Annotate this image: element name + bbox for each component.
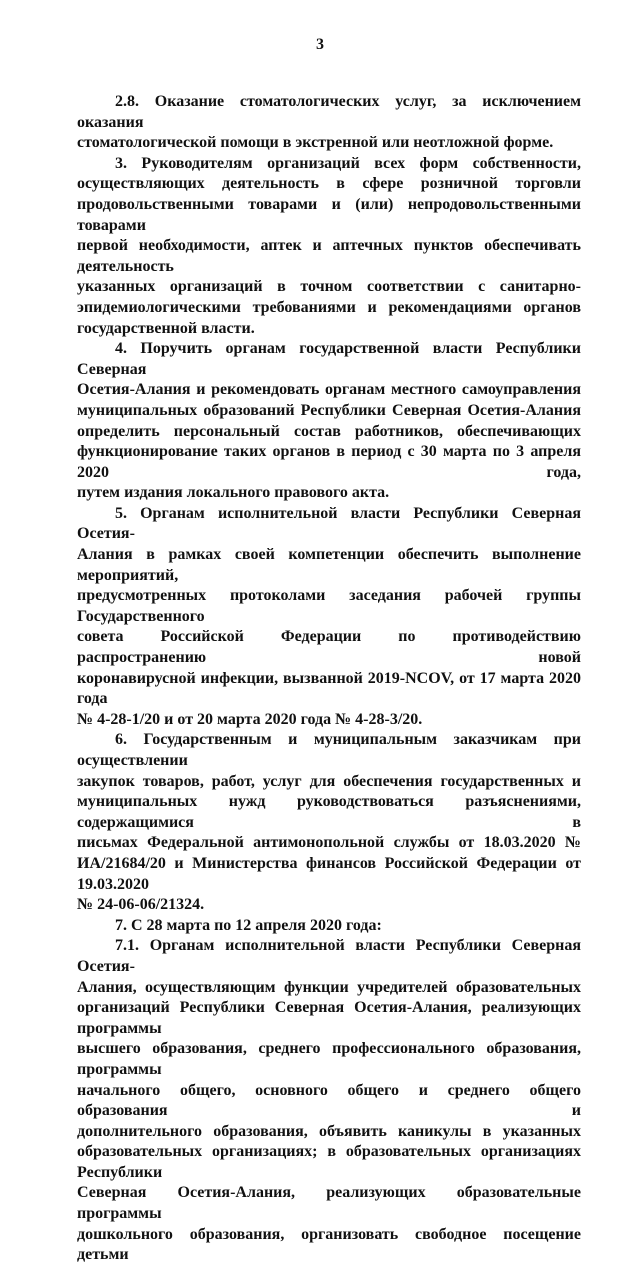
text-line: письмах Федеральной антимонопольной службы от 18.03.2020 № — [77, 834, 581, 852]
document-body — [77, 92, 581, 1266]
paragraph-p-2-8 — [77, 92, 581, 154]
text-line: первой необходимости, аптек и аптечных пунктов обеспечивать деятельность — [77, 237, 581, 275]
text-line: 3. Руководителям организаций всех форм собственности, — [115, 154, 581, 172]
text-line: Алания, осуществляющим функции учредителей образовательных — [77, 978, 581, 996]
text-line: 7. С 28 марта по 12 апреля 2020 года: — [115, 916, 382, 934]
text-line: 4. Поручить органам государственной власти Республики Северная — [77, 340, 581, 378]
text-line: путем издания локального правового акта. — [77, 484, 390, 502]
text-line: высшего образования, среднего профессионального образования, программы — [77, 1040, 581, 1078]
text-line: № 24-06-06/21324. — [77, 896, 205, 914]
text-line: указанных организаций в точном соответствии с санитарно- — [77, 278, 581, 296]
paragraph-p-3 — [77, 154, 581, 339]
text-line: функционирование таких органов в период с 30 марта по 3 апреля 2020 года, — [77, 443, 581, 481]
paragraph-p-7-1 — [77, 936, 581, 1266]
text-line: Алания в рамках своей компетенции обеспечить выполнение мероприятий, — [77, 546, 581, 584]
text-line: предусмотренных протоколами заседания рабочей группы Государственного — [77, 587, 581, 625]
paragraph-p-7 — [77, 916, 581, 937]
text-line: муниципальных нужд руководствоваться разъяснениями, содержащимися в — [77, 793, 581, 831]
text-line: определить персональный состав работников, обеспечивающих — [77, 422, 581, 440]
paragraph-p-5 — [77, 504, 581, 731]
text-line: дошкольного образования, организовать свободное посещение детьми — [77, 1225, 581, 1264]
text-line: осуществляющих деятельность в сфере розничной торговли — [77, 175, 581, 193]
text-line: 7.1. Органам исполнительной власти Республики Северная Осетия- — [77, 937, 581, 975]
text-line: стоматологической помощи в экстренной или неотложной форме. — [77, 134, 554, 152]
text-line: начального общего, основного общего и среднего общего образования и — [77, 1081, 581, 1120]
text-line: муниципальных образований Республики Северная Осетия-Алания — [77, 401, 581, 419]
text-line: дополнительного образования, объявить каникулы в указанных — [77, 1122, 581, 1140]
text-line: эпидемиологическими требованиями и рекомендациями органов — [77, 298, 581, 316]
page-number: 3 — [316, 36, 324, 53]
paragraph-p-6 — [77, 730, 581, 915]
text-line: продовольственными товарами и (или) непродовольственными товарами — [77, 195, 581, 234]
text-line: государственной власти. — [77, 319, 255, 337]
text-line: ИА/21684/20 и Министерства финансов Российской Федерации от 19.03.2020 — [77, 854, 581, 893]
paragraph-p-4 — [77, 339, 581, 504]
text-line: Северная Осетия-Алания, реализующих образовательные программы — [77, 1184, 581, 1223]
text-line: коронавирусной инфекции, вызванной 2019-NCOV, от 17 марта 2020 года — [77, 669, 581, 708]
text-line: совета Российской Федерации по противодействию распространению новой — [77, 628, 581, 667]
text-line: организаций Республики Северная Осетия-Алания, реализующих программы — [77, 999, 581, 1037]
text-line: 5. Органам исполнительной власти Республики Северная Осетия- — [77, 504, 581, 543]
text-line: 2.8. Оказание стоматологических услуг, за исключением оказания — [77, 93, 581, 131]
text-line: 6. Государственным и муниципальным заказчикам при осуществлении — [77, 731, 581, 769]
text-line: № 4-28-1/20 и от 20 марта 2020 года № 4-28-3/20. — [77, 710, 423, 728]
text-line: образовательных организациях; в образовательных организациях Республики — [77, 1143, 581, 1181]
text-line: закупок товаров, работ, услуг для обеспечения государственных и — [77, 772, 581, 790]
text-line: Осетия-Алания и рекомендовать органам местного самоуправления — [77, 381, 581, 399]
